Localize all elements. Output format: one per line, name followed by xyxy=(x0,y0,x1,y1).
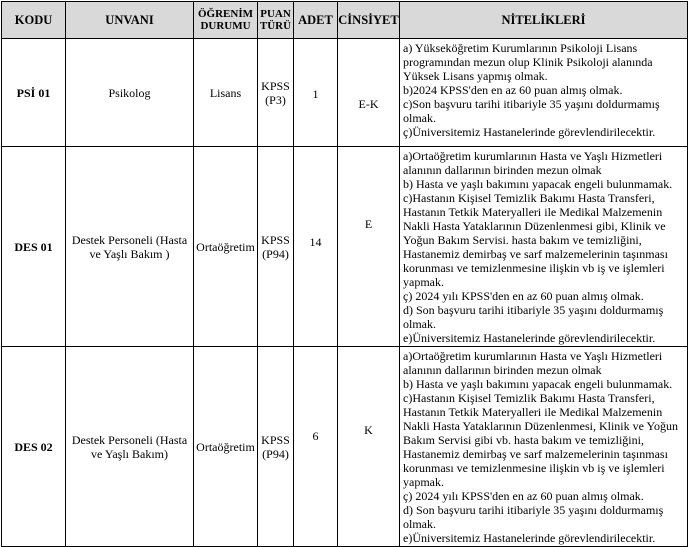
row-score-type: KPSS (P94) xyxy=(258,347,294,547)
qualification-item: ç) 2024 yılı KPSS'den en az 60 puan almış olmak. xyxy=(403,289,644,303)
row-gender-cell xyxy=(338,39,400,147)
table-row xyxy=(2,347,688,547)
header-score-type: PUAN TÜRÜ xyxy=(258,2,294,39)
row-qualifications xyxy=(400,39,688,147)
header-title: UNVANI xyxy=(66,2,194,39)
qualification-item: c)Hastanın Kişisel Temizlik Bakımı Hasta Transferi, Hastanın Tetkik Materyalleri ile Medikal Malzemenin Nakli Hasta Yataklarının Düzenlenmesi, Klinik ve Yoğun Bakım Servisi gibi vb. hasta bakım ve temizliğini, Hastanemiz demirbaş ve sarf malzemelerinin taşınması korunması ve temizlenmesine ilişkin vb iş ve işlemleri yapmak. xyxy=(403,391,678,489)
qualification-item: a) Yükseköğretim Kurumlarının Psikoloji Lisans programından mezun olup Klinik Psikoloji alanında Yüksek Lisans yapmış olmak. xyxy=(403,41,653,83)
row-count: 1 xyxy=(312,87,319,101)
qualification-item: e)Üniversitemiz Hastanelerinde görevlendirilecektir. xyxy=(403,531,656,545)
positions-table xyxy=(1,1,688,547)
row-gender: K xyxy=(364,423,373,437)
row-gender-cell xyxy=(338,347,400,547)
row-score-type: KPSS (P3) xyxy=(258,39,294,147)
row-count: 14 xyxy=(309,235,322,249)
row-gender-cell xyxy=(338,147,400,347)
header-education: ÖĞRENİM DURUMU xyxy=(194,2,258,39)
header-gender: CİNSİYET xyxy=(338,2,400,39)
qualification-item: e)Üniversitemiz Hastanelerinde görevlendirilecektir. xyxy=(403,331,656,345)
qualification-item: c)Son başvuru tarihi itibariyle 35 yaşını doldurmamış olmak. xyxy=(403,97,660,125)
row-title: Destek Personeli (Hasta ve Yaşlı Bakım) xyxy=(66,347,194,547)
row-qualifications xyxy=(400,347,688,547)
row-qualifications xyxy=(400,147,688,347)
row-education: Ortaöğretim xyxy=(194,147,258,347)
table-row xyxy=(2,39,688,147)
row-count: 6 xyxy=(312,429,319,443)
row-count-cell xyxy=(294,347,338,547)
qualification-item: a)Ortaöğretim kurumlarının Hasta ve Yaşlı Hizmetleri alanının dallarının birinden mezun olmak xyxy=(403,349,663,377)
row-code: DES 01 xyxy=(2,147,66,347)
header-qualifications: NİTELİKLERİ xyxy=(400,2,688,39)
row-count-cell xyxy=(294,39,338,147)
qualification-item: c)Hastanın Kişisel Temizlik Bakımı Hasta Transferi, Hastanın Tetkik Materyalleri ile Medikal Malzemenin Nakli Hasta Yataklarının Düzenlenmesi gibi, Klinik ve Yoğun Bakım Servisi. hasta bakım ve temizliğini, Hastanemiz demirbaş ve sarf malzemelerinin taşınması korunması ve temizlenmesine ilişkin vb iş ve işlemleri yapmak. xyxy=(403,191,668,289)
qualification-item: b) Hasta ve yaşlı bakımını yapacak engeli bulunmamak. xyxy=(403,377,673,391)
row-education: Ortaöğretim xyxy=(194,347,258,547)
row-score-type: KPSS (P94) xyxy=(258,147,294,347)
header-count: ADET xyxy=(294,2,338,39)
row-code: DES 02 xyxy=(2,347,66,547)
row-code: PSİ 01 xyxy=(2,39,66,147)
qualification-item: b) Hasta ve yaşlı bakımını yapacak engeli bulunmamak. xyxy=(403,177,673,191)
header-code: KODU xyxy=(2,2,66,39)
row-count-cell xyxy=(294,147,338,347)
qualification-item: b)2024 KPSS'den en az 60 puan almış olmak. xyxy=(403,83,623,97)
qualification-item: a)Ortaöğretim kurumlarının Hasta ve Yaşlı Hizmetleri alanının dallarının birinden mezun olmak xyxy=(403,149,663,177)
qualification-item: ç) 2024 yılı KPSS'den en az 60 puan almış olmak. xyxy=(403,489,644,503)
row-education: Lisans xyxy=(194,39,258,147)
qualification-item: ç)Üniversitemiz Hastanelerinde görevlendirilecektir. xyxy=(403,125,656,139)
row-title: Psikolog xyxy=(66,39,194,147)
qualification-item: d) Son başvuru tarihi itibariyle 35 yaşını doldurmamış olmak. xyxy=(403,503,664,531)
header-row xyxy=(2,2,688,39)
qualification-item: d) Son başvuru tarihi itibariyle 35 yaşını doldurmamış olmak. xyxy=(403,303,664,331)
row-title: Destek Personeli (Hasta ve Yaşlı Bakım ) xyxy=(66,147,194,347)
row-gender: E-K xyxy=(358,97,379,111)
row-gender: E xyxy=(364,217,373,231)
table-row xyxy=(2,147,688,347)
